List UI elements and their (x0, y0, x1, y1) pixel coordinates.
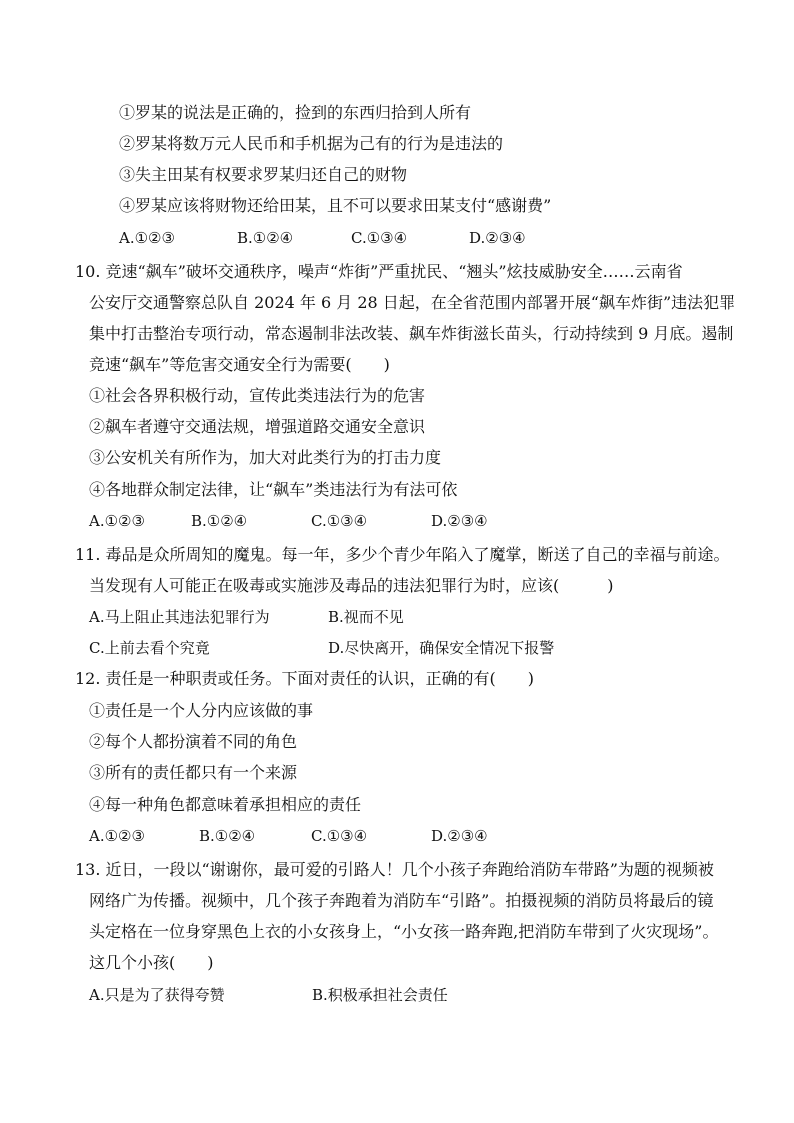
q13-option-a: A.只是为了获得夸赞 (89, 986, 225, 1004)
q12-option-d: D.②③④ (431, 827, 488, 845)
q12-stem-line-1: 12. 责任是一种职责或任务。下面对责任的认识，正确的有( ) (75, 669, 535, 688)
q12-statement-2: ②每个人都扮演着不同的角色 (89, 732, 298, 751)
q12-option-b: B.①②④ (199, 827, 256, 845)
q9-statement-4: ④罗某应该将财物还给田某，且不可以要求田某支付“感谢费” (119, 196, 552, 215)
q11-option-c: C.上前去看个究竟 (89, 639, 210, 657)
q12-statement-3: ③所有的责任都只有一个来源 (89, 763, 298, 782)
q10-stem-line-3: 集中打击整治专项行动，常态遏制非法改装、飙车炸街滋长苗头，行动持续到 9 月底。遏制 (89, 324, 734, 343)
q9-option-d: D.②③④ (469, 229, 526, 247)
q11-stem-line-1: 11. 毒品是众所周知的魔鬼。每一年，多少个青少年陷入了魔掌，断送了自己的幸福与前途。 (75, 545, 730, 564)
q10-statement-1: ①社会各界积极行动，宣传此类违法行为的危害 (89, 386, 426, 405)
q10-statement-3: ③公安机关有所作为，加大对此类行为的打击力度 (89, 448, 442, 467)
q10-option-a: A.①②③ (89, 512, 145, 530)
q9-option-b: B.①②④ (237, 229, 294, 247)
q13-stem-line-1: 13. 近日，一段以“谢谢你，最可爱的引路人！几个小孩子奔跑给消防车带路”为题的视频被 (75, 860, 714, 879)
q13-stem-line-3: 头定格在一位身穿黑色上衣的小女孩身上，“小女孩一路奔跑,把消防车带到了火灾现场”。 (89, 922, 719, 941)
q11-option-b: B.视而不见 (328, 608, 404, 626)
q11-option-a: A.马上阻止其违法犯罪行为 (89, 608, 270, 626)
q11-option-d: D.尽快离开，确保安全情况下报警 (328, 639, 555, 657)
q12-option-a: A.①②③ (89, 827, 145, 845)
q9-statement-3: ③失主田某有权要求罗某归还自己的财物 (119, 165, 408, 184)
q12-option-c: C.①③④ (311, 827, 368, 845)
q13-stem-line-4: 这几个小孩( ) (89, 953, 214, 972)
q9-option-a: A.①②③ (119, 229, 175, 247)
q10-stem-line-1: 10. 竞速“飙车”破坏交通秩序，噪声“炸街”严重扰民、“翘头”炫技威胁安全……云南省 (75, 262, 683, 281)
q10-stem-line-2: 公安厅交通警察总队自 2024 年 6 月 28 日起，在全省范围内部署开展“飙车炸街”违法犯罪 (89, 293, 736, 312)
q10-option-b: B.①②④ (191, 512, 248, 530)
q12-statement-1: ①责任是一个人分内应该做的事 (89, 701, 314, 720)
q12-statement-4: ④每一种角色都意味着承担相应的责任 (89, 795, 362, 814)
q13-stem-line-2: 网络广为传播。视频中，几个孩子奔跑着为消防车“引路”。拍摄视频的消防员将最后的镜 (89, 891, 714, 910)
q9-statement-2: ②罗某将数万元人民币和手机据为己有的行为是违法的 (119, 134, 504, 153)
q10-option-d: D.②③④ (431, 512, 488, 530)
q9-statement-1: ①罗某的说法是正确的，捡到的东西归拾到人所有 (119, 103, 472, 122)
q10-stem-line-4: 竞速“飙车”等危害交通安全行为需要( ) (89, 355, 390, 374)
q10-statement-2: ②飙车者遵守交通法规，增强道路交通安全意识 (89, 417, 426, 436)
q10-statement-4: ④各地群众制定法律，让“飙车”类违法行为有法可依 (89, 480, 458, 499)
q9-option-c: C.①③④ (351, 229, 408, 247)
q10-option-c: C.①③④ (311, 512, 368, 530)
q13-option-b: B.积极承担社会责任 (312, 986, 448, 1004)
q11-stem-line-2: 当发现有人可能正在吸毒或实施涉及毒品的违法犯罪行为时，应该( ) (89, 576, 614, 595)
